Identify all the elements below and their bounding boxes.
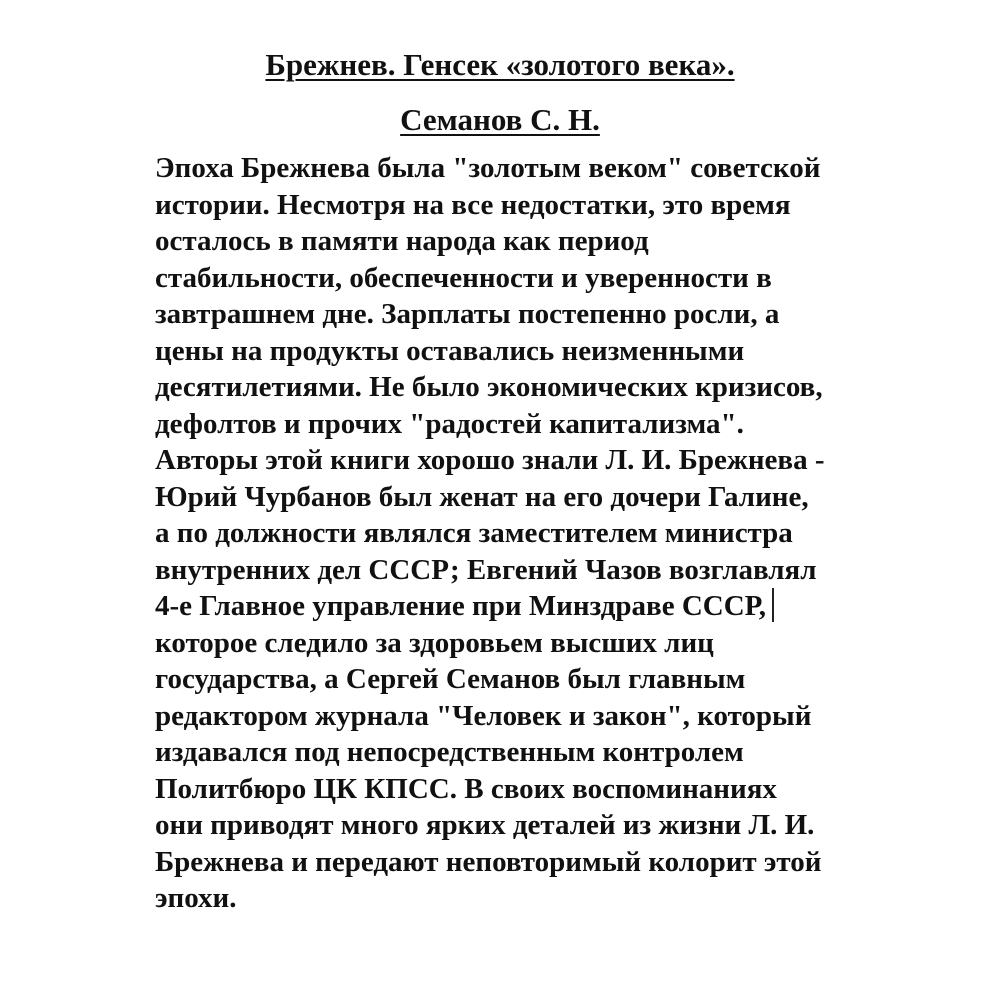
text-line: а по должности являлся заместителем министра (155, 517, 793, 549)
text-line: эпохи. (155, 882, 237, 914)
text-line: Эпоха Брежнева была "золотым веком" советской (155, 152, 821, 184)
text-line: цены на продукты оставались неизменными (155, 334, 745, 367)
book-title (0, 47, 1000, 83)
text-line: дефолтов и прочих "радостей капитализма". (155, 407, 744, 440)
text-line: Брежнева и передают неповторимый колорит этой (155, 845, 822, 878)
text-line: стабильности, обеспеченности и уверенности в (155, 261, 772, 294)
text-line: десятилетиями. Не было экономических кризисов, (155, 371, 823, 403)
text-line: они приводят много ярких деталей из жизни Л. И. (155, 809, 815, 841)
text-line-with-cursor (155, 588, 895, 625)
text-line: издавался под непосредственным контролем (155, 736, 744, 768)
text-line: редактором журнала "Человек и закон", который (155, 699, 812, 732)
text-line: Авторы этой книги хорошо знали Л. И. Брежнева - (155, 444, 825, 476)
text-line: завтрашнем дне. Зарплаты постепенно росли, а (155, 298, 780, 330)
description-text (155, 150, 895, 917)
text-line: государства, а Сергей Семанов был главным (155, 663, 746, 695)
book-author-text: Семанов С. Н. (400, 102, 600, 137)
text-line: внутренних дел СССР; Евгений Чазов возглавлял (155, 553, 817, 586)
text-cursor (772, 588, 774, 622)
book-title-text: Брежнев. Генсек «золотого века». (265, 47, 735, 82)
text-line: Политбюро ЦК КПСС. В своих воспоминаниях (155, 772, 777, 805)
text-line: которое следило за здоровьем высших лиц (155, 626, 714, 659)
book-author (0, 102, 1000, 138)
text-line-content: 4-е Главное управление при Минздраве СССР, (155, 590, 766, 622)
text-line: осталось в памяти народа как период (155, 225, 649, 257)
text-line: Юрий Чурбанов был женат на его дочери Галине, (155, 480, 809, 513)
text-line: истории. Несмотря на все недостатки, это время (155, 188, 791, 221)
